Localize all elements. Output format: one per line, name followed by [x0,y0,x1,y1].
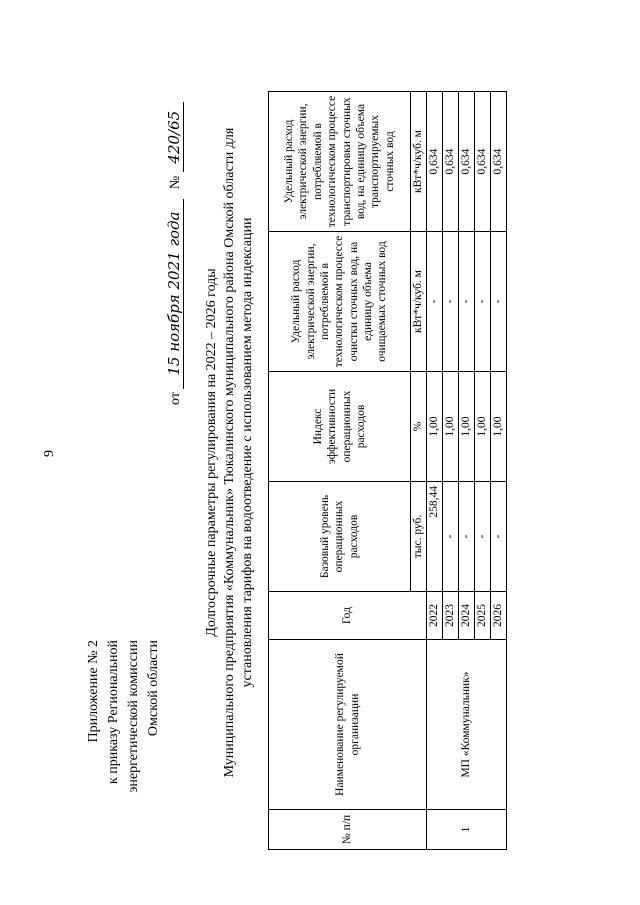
col-header-index: Индекс эффективности операционных расходов [269,372,411,482]
document-title: Долгосрочные параметры регулирования на 2022 – 2026 годы [204,268,219,637]
cell-energy-transport: 0,634 [427,92,443,232]
col-header-energy-transport: Удельный расход электрической энергии, потребляемой в технологическом процессе транспортировки сточных вод, на единицу объема транспортируемых сточных вод [269,92,411,232]
table-row [427,92,443,850]
appendix-commission: энергетической комиссии [126,640,141,793]
cell-base: - [443,482,459,592]
cell-energy-transport: 0,634 [475,92,491,232]
cell-energy-treatment: - [427,232,443,372]
cell-energy-transport: 0,634 [459,92,475,232]
cell-index: 1,00 [443,372,459,482]
order-date-line [165,102,184,405]
cell-base: - [459,482,475,592]
col-header-org: Наименование регулируемой организации [269,640,427,810]
cell-year: 2024 [459,592,475,640]
cell-year: 2025 [475,592,491,640]
page-number: 9 [42,450,57,457]
col-header-year: Год [269,592,427,640]
col-header-energy-treatment: Удельный расход электрической энергии, потребляемой в технологическом процессе очистки сточных вод, на единицу объема очищаемых сточных вод [269,232,411,372]
cell-energy-treatment: - [475,232,491,372]
cell-index: 1,00 [427,372,443,482]
cell-base: - [491,482,507,592]
cell-index: 1,00 [459,372,475,482]
number-label: № [168,175,183,190]
unit-energy-treatment: кВт*ч/куб. м [411,232,427,372]
row-number: 1 [427,810,507,850]
cell-energy-treatment: - [443,232,459,372]
cell-energy-transport: 0,634 [443,92,459,232]
cell-year: 2022 [427,592,443,640]
document-title-line3: установления тарифов на водоотведение с использованием метода индексации [240,217,255,688]
cell-energy-treatment: - [491,232,507,372]
col-header-num: № п/п [269,810,427,850]
cell-energy-treatment: - [459,232,475,372]
handwritten-date: 15 ноября 2021 года [165,199,184,389]
appendix-title: Приложение № 2 [86,640,101,743]
from-label: от [168,392,183,405]
unit-base: тыс. руб. [411,482,427,592]
unit-index: % [411,372,427,482]
unit-energy-transport: кВт*ч/куб. м [411,92,427,232]
cell-index: 1,00 [491,372,507,482]
appendix-region: Омской области [146,640,161,737]
col-header-base: Базовый уровень операционных расходов [269,482,411,592]
handwritten-order-number: 420/65 [165,102,184,172]
appendix-order-ref: к приказу Региональной [106,640,121,785]
cell-base: 258,44 [427,482,443,592]
header-row [269,92,411,850]
cell-year: 2026 [491,592,507,640]
cell-index: 1,00 [475,372,491,482]
cell-energy-transport: 0,634 [491,92,507,232]
organization-name: МП «Коммунальник» [427,640,507,810]
document-title-line2: Муниципального предприятия «Коммунальник» Тюкалинского муниципального района Омской области для [222,127,237,778]
cell-base: - [475,482,491,592]
parameters-table [268,91,507,850]
cell-year: 2023 [443,592,459,640]
